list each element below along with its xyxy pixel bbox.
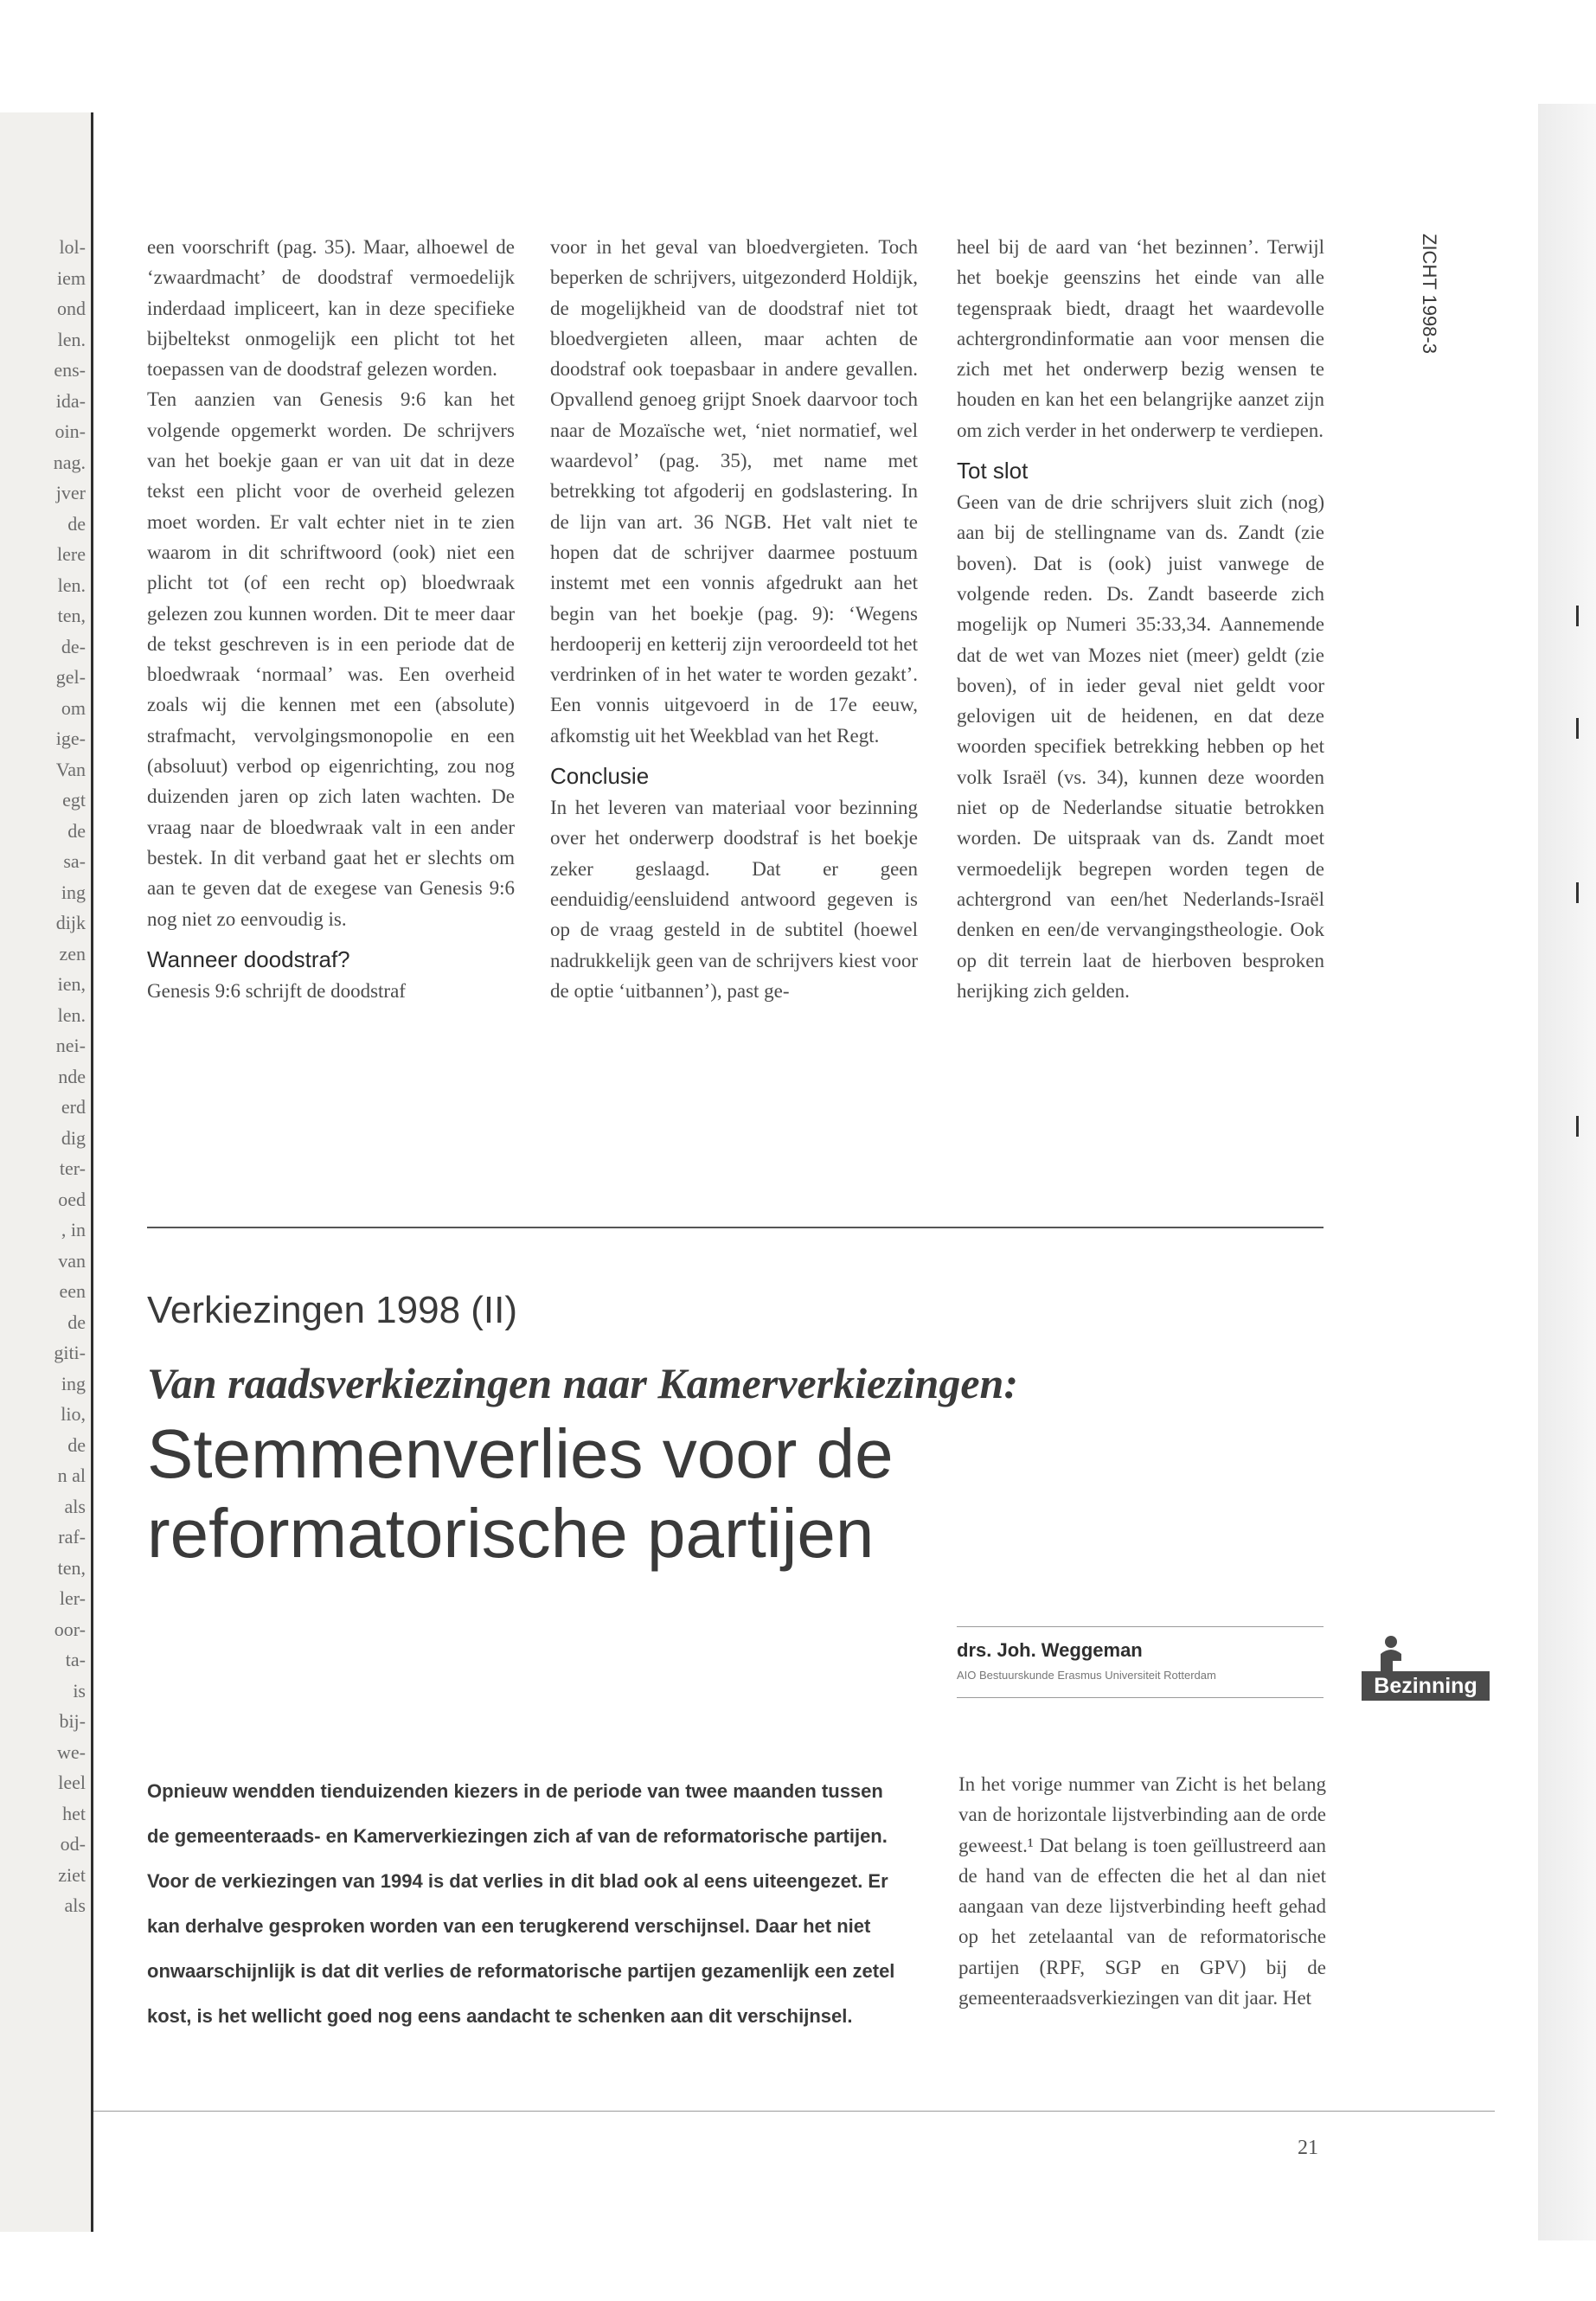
paragraph: een voorschrift (pag. 35). Maar, alhoewel de ‘zwaardmacht’ de doodstraf vermoedelijk inderdaad impliceert, kan in deze specifieke bijbeltekst onmogelijk een plicht tot het toepassen van de doodstraf gelezen worden. [147, 236, 515, 381]
left-page-fragment: de [67, 819, 86, 842]
byline-rule-bottom [957, 1697, 1324, 1698]
left-page-fragment: ing [61, 1372, 86, 1394]
section-heading-wanneer-doodstraf: Wanneer doodstraf? [147, 945, 350, 972]
paragraph: voor in het geval van bloedvergieten. Toch beperken de schrijvers, uitgezonderd Holdijk, de mogelijkheid van de doodstraf niet tot bloedvergieten alleen, maar achten de doodstraf ook toepasbaar in andere gevallen. Opvallend genoeg grijpt Snoek daarvoor toch naar de Mozaïsche wet, ‘niet normatief, wel waardevol’ (pag. 35), met name met betrekking tot afgoderij en godslastering. In de lijn van art. 36 NGB. Het valt niet te hopen dat de schrijver daarmee postuum instemt met een vonnis afgedrukt aan het begin van het boekje (pag. 9): ‘Wegens herdooperij en ketterij zijn veroordeeld tot het verdrinken of in het water te worden gezakt’. Een vonnis uitgevoerd in de 17e eeuw, afkomstig uit het Weekblad van het Regt. [550, 236, 918, 747]
left-page-fragment: oor- [54, 1618, 86, 1640]
thinker-figure-icon [1362, 1631, 1490, 1675]
left-page-fragment: erd [61, 1096, 86, 1118]
left-page-fragment: gel- [55, 666, 86, 688]
left-page-fragment: ida- [55, 389, 86, 412]
left-page-fragment: ziet [58, 1863, 86, 1886]
left-page-fragment: lere [57, 543, 86, 565]
left-page-fragment: als [64, 1495, 86, 1517]
left-page-fragment: len. [57, 574, 86, 596]
section-label-bezinning: Bezinning [1362, 1671, 1490, 1701]
left-page-fragment: ing [61, 881, 86, 903]
left-page-fragment: de [67, 512, 86, 535]
left-page-fragment: od- [60, 1833, 86, 1855]
left-page-fragment: giti- [54, 1342, 86, 1363]
left-page-fragment: ter- [59, 1157, 86, 1179]
text-column-2 [550, 232, 918, 1006]
article-intro: Opnieuw wendden tienduizenden kiezers in de periode van twee maanden tussen de gemeenteraads- en Kamerverkiezingen zich af van de reformatorische partijen. Voor de verkiezingen van 1994 is dat verlies in dit blad ook al eens uiteengezet. Er kan derhalve gesproken worden van een terugkerend verschijnsel. Daar het niet onwaarschijnlijk is dat dit verlies de reformatorische partijen gezamenlijk een zetel kost, is het wellicht goed nog eens aandacht te schenken aan dit verschijnsel. [147, 1780, 895, 2027]
paragraph: Genesis 9:6 schrijft de doodstraf [147, 979, 406, 1002]
author-affiliation: AIO Bestuurskunde Erasmus Universiteit Rotterdam [957, 1669, 1216, 1682]
left-page-fragment: ler- [59, 1587, 86, 1609]
left-page-fragment: een [59, 1280, 86, 1302]
left-page-fragment: len. [57, 1003, 86, 1026]
text-column-1 [147, 232, 515, 1006]
article-divider [147, 1227, 1324, 1228]
margin-mark [1576, 606, 1579, 626]
left-page-fragment: ien, [57, 973, 86, 995]
section-heading-tot-slot: Tot slot [957, 458, 1029, 484]
left-page-fragment: sa- [63, 850, 86, 872]
journal-reference: ZICHT 1998-3 [1419, 234, 1440, 354]
left-page-fragment: lio, [61, 1403, 86, 1425]
paragraph: Geen van de drie schrijvers sluit zich (nog) aan bij de stellingname van ds. Zandt (zie boven). Dat is (ook) juist vanwege de volgende reden. Ds. Zandt baseerde zich mogelijk op Numeri 35:33,34. Aannemende dat de wet van Mozes niet (meer) geldt (zie boven), of in ieder geval niet geldt voor gelovigen uit de heidenen, en dat deze woorden specifiek betrekking hebben op het volk Israël (vs. 34), kunnen deze woorden niet op de Nederlandse situatie betrokken worden. De uitspraak van ds. Zandt moet vermoedelijk begrepen worden tegen de achtergrond van een/het Nederlands-Israël denken en een/de vervangingstheologie. Ook op dit terrein laat de hierboven besproken herijking zich gelden. [957, 491, 1324, 1002]
previous-page-edge [0, 112, 93, 2232]
left-page-fragment: nag. [53, 451, 86, 473]
article-kicker: Verkiezingen 1998 (II) [147, 1289, 518, 1331]
left-page-fragment: len. [57, 328, 86, 350]
left-page-fragment: dijk [55, 912, 86, 933]
left-page-fragment: bij- [59, 1710, 86, 1732]
footer-rule [93, 2111, 1495, 2112]
left-page-fragment: oin- [54, 420, 86, 442]
paragraph: In het leveren van materiaal voor bezinning over het onderwerp doodstraf is het boekje zeker geslaagd. Dat er geen eenduidig/eensluidend antwoord gegeven is op de vraag gesteld in de subtitel (hoewel nadrukkelijk geen van de schrijvers kiest voor de optie ‘uitbannen’), past ge- [550, 797, 918, 1002]
margin-mark [1576, 882, 1579, 903]
author-name: drs. Joh. Weggeman [957, 1639, 1143, 1661]
margin-mark [1576, 1116, 1579, 1137]
section-heading-conclusie: Conclusie [550, 763, 650, 790]
left-page-fragment: van [58, 1249, 86, 1272]
left-page-fragment: oed [58, 1188, 86, 1210]
left-page-fragment: om [61, 696, 86, 719]
left-page-fragment: de [67, 1433, 86, 1456]
left-page-fragment: raf- [58, 1526, 86, 1548]
left-page-fragment: leel [58, 1772, 86, 1793]
left-page-fragment: het [62, 1802, 86, 1824]
left-page-fragment: zen [59, 942, 86, 965]
byline-rule-top [957, 1626, 1324, 1627]
left-page-fragment: lol- [59, 236, 86, 258]
text-column-3 [957, 232, 1324, 1006]
left-page-fragment: ens- [54, 359, 86, 381]
margin-mark [1576, 718, 1579, 739]
left-page-fragment: Van [55, 758, 86, 780]
left-page-fragment: ten, [57, 605, 86, 626]
left-page-fragment: als [64, 1894, 86, 1916]
left-page-fragment: egt [62, 789, 86, 811]
article-headline: Stemmenverlies voor de reformatorische partijen [147, 1415, 894, 1572]
byline [957, 1639, 1320, 1682]
left-page-fragment: , in [61, 1219, 86, 1240]
left-page-fragment: ond [57, 298, 86, 319]
left-page-fragment: iem [57, 266, 86, 289]
left-page-fragment: ige- [55, 727, 86, 749]
article-body-start: In het vorige nummer van Zicht is het belang van de horizontale lijstverbinding aan de orde geweest.¹ Dat belang is toen geïllustreerd aan de hand van de effecten die het al dan niet aangaan van deze lijstverbinding heeft gehad op het zetelaantal van de reformatorische partijen (RPF, SGP en GPV) bij de gemeenteraadsverkiezingen van dit jaar. Het [958, 1773, 1326, 2009]
left-page-fragment: de [67, 1311, 86, 1333]
left-page-fragment: n al [57, 1465, 86, 1486]
left-page-fragment: is [73, 1679, 86, 1702]
left-page-fragment: jver [55, 482, 86, 503]
left-page-fragment: de- [61, 635, 86, 657]
left-page-fragment: ten, [57, 1556, 86, 1579]
left-page-fragment: nei- [55, 1035, 86, 1056]
left-page-fragment: ta- [65, 1649, 86, 1670]
left-page-fragment: dig [61, 1126, 86, 1149]
paragraph: heel bij de aard van ‘het bezinnen’. Terwijl het boekje geenszins het einde van alle tegenspraak biedt, draagt het waardevolle achtergrondinformatie aan voor mensen die zich met het onderwerp bezig wensen te houden en kan het een belangrijke aanzet zijn om zich verder in het onderwerp te verdiepen. [957, 236, 1324, 441]
left-page-fragment: nde [58, 1065, 86, 1087]
paragraph: Ten aanzien van Genesis 9:6 kan het volgende opgemerkt worden. De schrijvers van het boekje gaan er van uit dat in deze tekst een plicht voor de overheid gelezen moet worden. Er valt echter niet in te zien waarom in dit schriftwoord (ook) niet een plicht tot (of een recht op) bloedwraak gelezen zou kunnen worden. Dit te meer daar de tekst geschreven is in een periode dat de bloedwraak ‘normaal’ was. Een overheid zoals wij die kennen met een (absolute) strafmacht, vervolgingsmonopolie en een (absoluut) verbod op eigenrichting, zou nog duizenden jaren op zich laten wachten. De vraag naar de bloedwraak valt in een ander bestek. In dit verband gaat het er slechts om aan te geven dat de exegese van Genesis 9:6 nog niet zo eenvoudig is. [147, 388, 515, 930]
article-subtitle: Van raadsverkiezingen naar Kamerverkiezingen: [147, 1359, 1019, 1407]
left-page-fragment: we- [57, 1740, 86, 1763]
page-number: 21 [1298, 2137, 1318, 2159]
page-stack-edge [1538, 104, 1596, 2240]
section-logo [1362, 1631, 1490, 1701]
